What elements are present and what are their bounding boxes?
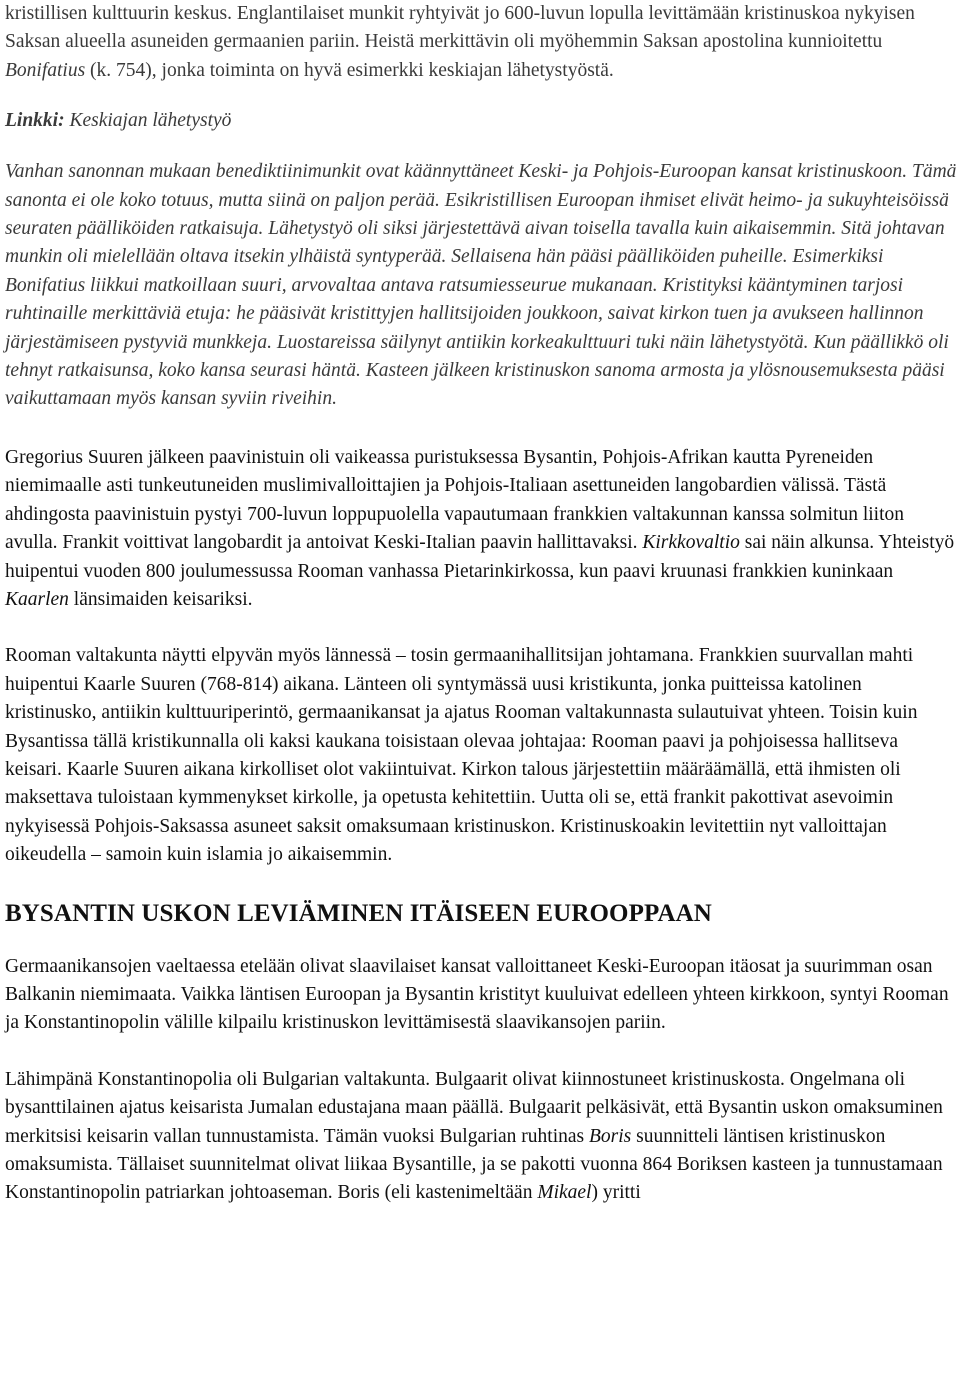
link-line[interactable] xyxy=(5,107,957,135)
intro-text-end: (k. 754), jonka toiminta on hyvä esimerkki keskiajan lähetystyöstä. xyxy=(85,59,614,81)
intro-paragraph xyxy=(5,0,957,85)
section-heading: BYSANTIN USKON LEVIÄMINEN ITÄISEEN EUROOPPAAN xyxy=(5,899,712,927)
gregorius-text: Gregorius Suuren jälkeen paavinistuin oli vaikeassa puristuksessa Bysantin, Pohjois-Afrikan kautta Pyreneiden niemimaalle asti tunkeutuneiden muslimivalloittajien ja Pohjois-Italiaan asettuneiden langobardien välissä. Tästä ahdingosta paavinistuin pystyi 700-luvun loppupuolella vapautumaan frankkien valtakunnan kanssa solmitun liiton avulla. Frankit voittivat langobardit ja antoivat Keski-Italian paavin hallittavaksi. xyxy=(5,446,905,554)
link-label: Linkki: xyxy=(5,110,65,132)
intro-text: kristillisen kulttuurin keskus. Englantilaiset munkit ryhtyivät jo 600-luvun lopulla levittämään kristinuskoa nykyisen Saksan alueella asuneiden germaanien pariin. Heistä merkittävin oli myöhemmin Saksan apostolina kunnioitettu xyxy=(5,3,915,53)
rooma-paragraph: Rooman valtakunta näytti elpyvän myös lännessä – tosin germaanihallitsijan johtamana. Frankkien suurvallan mahti huipentui Kaarle Suuren (768-814) aikana. Länteen oli syntymässä uusi kristikunta, jonka puitteissa katolinen kristinusko, antiikin kulttuuriperintö, germaanikansat ja ajatus Rooman valtakunnasta sulautuivat yhteen. Toisin kuin Bysantissa tällä kristikunnalla oli kaksi kaukana toisistaan olevaa johtajaa: Rooman paavi ja pohjoisessa hallitseva keisari. Kaarle Suuren aikana kirkolliset olot vakiintuivat. Kirkon talous järjestettiin määräämällä, että ihmisten oli maksettava tuloistaan kymmenykset kirkolle, ja opetusta kehitettiin. Uutta oli se, että frankit pakottivat asevoimin nykyisessä Pohjois-Saksassa asuneet saksit omaksumaan kristinuskon. Kristinuskoakin levitettiin nyt valloittajan oikeudella – samoin kuin islamia jo aikaisemmin. xyxy=(5,645,918,866)
bulgaria-text: Lähimpänä Konstantinopolia oli Bulgarian valtakunta. Bulgaarit olivat kiinnostuneet kristinuskosta. Ongelmana oli bysanttilainen ajatus keisarista Jumalan edustajana maan päällä. Bulgaarit pelkäsivät, että Bysantin uskon omaksuminen merkitsisi keisarin vallan tunnustamista. Tämän vuoksi Bulgarian ruhtinas xyxy=(5,1068,943,1147)
gregorius-text-end: länsimaiden keisariksi. xyxy=(68,588,253,610)
quote-paragraph: Vanhan sanonnan mukaan benediktiinimunkit ovat käännyttäneet Keski- ja Pohjois-Euroopan kansat kristinuskoon. Tämä sanonta ei ole koko totuus, mutta siinä on paljon perää. Esikristillisen Euroopan ihmiset elivät heimo- ja sukuyhteisöissä seuraten päälliköiden ratkaisuja. Lähetystyö oli siksi järjestettävä aivan toisella tavalla kuin aikaisemmin. Sitä johtavan munkin oli mielellään oltava itsekin ylhäistä syntyperää. Sellaisena hän pääsi päälliköiden puheille. Esimerkiksi Bonifatius liikkui matkoillaan suuri, arvovaltaa antava ratsumiesseurue mukanaan. Kristityksi kääntyminen tarjosi ruhtinaille merkittäviä etuja: he pääsivät kristittyjen hallitsijoiden joukkoon, saivat kirkon tuen ja avukseen hallinnon järjestämiseen pystyviä munkkeja. Luostareissa säilynyt antiikin korkeakulttuuri tuki näin lähetystyötä. Kun päällikkö oli tehnyt ratkaisunsa, koko kansa seurasi häntä. Kasteen jälkeen kristinuskon sanoma armosta ja ylösnousemuksesta pääsi vaikuttamaan myös kansan syviin riveihin. xyxy=(5,161,957,410)
bulgaria-text-middle: suunnitteli läntisen kristinuskon omaksumista. Tällaiset suunnitelmat olivat liikaa Bysantille, ja se pakotti vuonna 864 Boriksen kasteen ja tunnustamaan Konstantinopolin patriarkan johtoaseman. Boris (eli kastenimeltään xyxy=(5,1125,943,1204)
bulgaria-paragraph xyxy=(5,1066,957,1208)
gregorius-paragraph xyxy=(5,444,957,614)
germaani-paragraph: Germaanikansojen vaeltaessa etelään olivat slaavilaiset kansat valloittaneet Keski-Euroopan itäosat ja suurimman osan Balkanin niemimaata. Vaikka läntisen Euroopan ja Bysantin kristityt kuuluivat edelleen yhteen kirkkoon, syntyi Rooman ja Konstantinopolin välille kilpailu kristinuskon levittämisestä slaavikansojen pariin. xyxy=(5,955,949,1034)
gregorius-term-kirkkovaltio: Kirkkovaltio xyxy=(642,532,740,554)
bulgaria-name-boris: Boris xyxy=(589,1125,632,1147)
document-page xyxy=(5,0,957,1208)
gregorius-text-middle: sai näin alkunsa. Yhteistyö huipentui vuoden 800 joulumessussa Rooman vanhassa Pietarinkirkossa, kun paavi kruunasi frankkien kuninkaan xyxy=(5,532,955,582)
bulgaria-name-mikael: Mikael xyxy=(537,1182,592,1204)
gregorius-name-kaarlen: Kaarlen xyxy=(5,588,69,610)
bulgaria-text-end: ) yritti xyxy=(591,1182,641,1204)
intro-name-bonifatius: Bonifatius xyxy=(5,59,86,81)
link-text[interactable]: Keskiajan lähetystyö xyxy=(64,110,232,132)
